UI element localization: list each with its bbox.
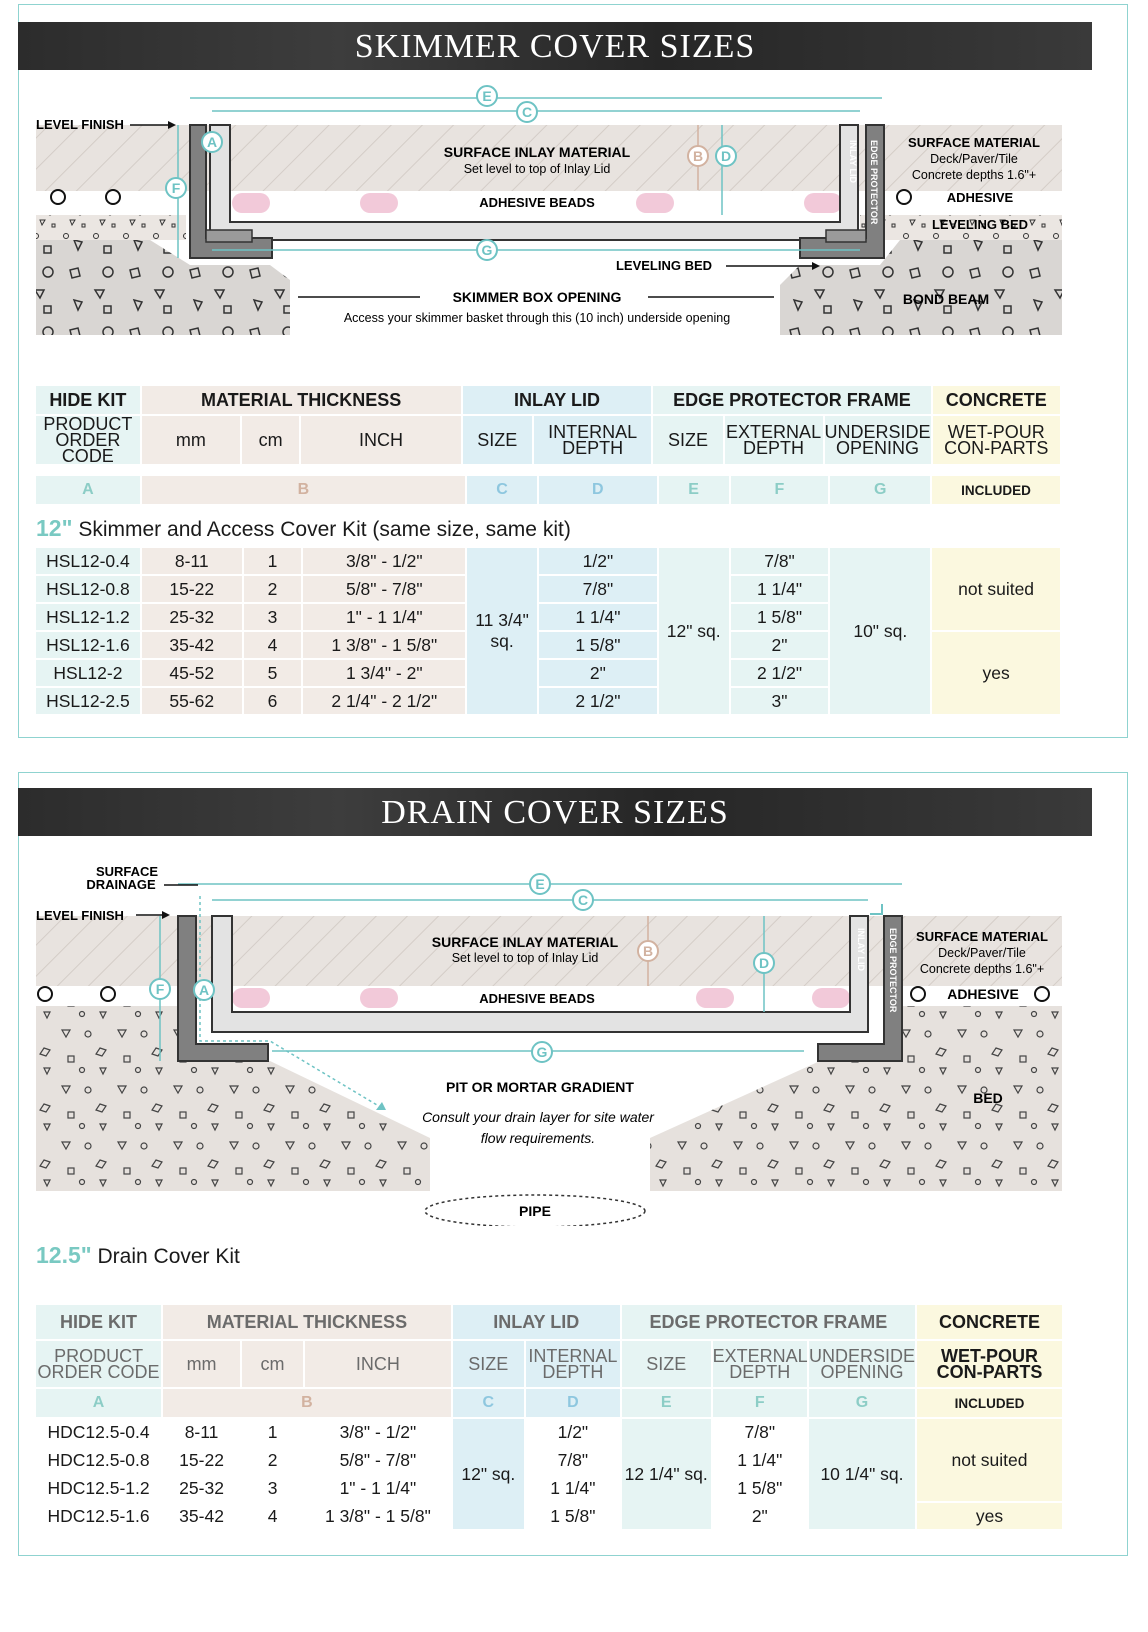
cell-code: HSL12-0.8: [35, 575, 141, 603]
pit-label: PIT OR MORTAR GRADIENT: [446, 1079, 634, 1095]
code-B: B: [141, 475, 466, 505]
skimmer-data-table: [34, 546, 1062, 716]
sub-product-code: PRODUCT ORDER CODE: [35, 415, 141, 465]
cell-external: 1 5/8": [712, 1474, 808, 1502]
cell-external: 2": [730, 631, 830, 659]
code-E: E: [658, 475, 730, 505]
cell-internal: 1/2": [525, 1418, 621, 1446]
sub-mm: mm: [141, 415, 241, 465]
code-D: D: [525, 1388, 621, 1418]
cell-external: 2 1/2": [730, 659, 830, 687]
cell-code: HSL12-1.6: [35, 631, 141, 659]
cell-frame-size: 12 1/4" sq.: [621, 1418, 712, 1530]
code-C: C: [452, 1388, 525, 1418]
col-concrete: CONCRETE: [916, 1304, 1063, 1340]
cell-mm: 45-52: [141, 659, 243, 687]
label-G: G: [536, 1044, 548, 1060]
cell-code: HDC12.5-1.6: [35, 1502, 162, 1530]
label-B: B: [692, 148, 704, 164]
surface-inlay-label: SURFACE INLAY MATERIAL: [443, 144, 631, 160]
surface-material-label: SURFACE MATERIAL: [908, 135, 1040, 150]
cell-lid-size: [466, 547, 538, 715]
surface-material-l2: Concrete depths 1.6"+: [911, 168, 1037, 182]
cell-mm: 35-42: [141, 631, 243, 659]
code-G: G: [808, 1388, 916, 1418]
cell-internal: 1 1/4": [525, 1474, 621, 1502]
surface-material-l1: Deck/Paver/Tile: [930, 152, 1018, 166]
cell-cm: 2: [241, 1446, 304, 1474]
surface-material-label: SURFACE MATERIAL: [916, 929, 1048, 944]
cell-lid-size: 12" sq.: [452, 1418, 525, 1530]
cell-code: HDC12.5-0.4: [35, 1418, 162, 1446]
label-F: F: [155, 981, 165, 997]
sub-wetpour: WET-POUR CON-PARTS: [932, 415, 1061, 465]
cell-cm: 3: [243, 603, 303, 631]
code-D: D: [538, 475, 658, 505]
sub-product-code: PRODUCT ORDER CODE: [35, 1340, 162, 1388]
bond-beam-label: BOND BEAM: [902, 291, 990, 307]
sub-wetpour: WET-POUR CON-PARTS: [916, 1340, 1063, 1388]
code-F: F: [730, 475, 830, 505]
label-A: A: [206, 134, 218, 150]
cell-inch: 2 1/4" - 2 1/2": [302, 687, 466, 715]
drain-diagram: [0, 856, 1148, 1226]
kit-name: Drain Cover Kit: [97, 1245, 240, 1268]
cell-code: HDC12.5-1.2: [35, 1474, 162, 1502]
sub-size: SIZE: [462, 415, 533, 465]
cell-cm: 4: [241, 1502, 304, 1530]
cell-inch: 3/8" - 1/2": [302, 547, 466, 575]
cell-mm: 35-42: [162, 1502, 241, 1530]
cell-inch: 5/8" - 7/8": [304, 1446, 452, 1474]
cell-mm: 8-11: [141, 547, 243, 575]
cell-inch: 1" - 1 1/4": [304, 1474, 452, 1502]
cell-code: HDC12.5-0.8: [35, 1446, 162, 1474]
code-included: INCLUDED: [931, 475, 1061, 505]
edge-protector-label: EDGE PROTECTOR: [888, 928, 898, 1013]
cell-internal: 1 5/8": [525, 1502, 621, 1530]
leveling-bed-right-label: LEVELING BED: [931, 217, 1029, 232]
cell-external: 2": [712, 1502, 808, 1530]
surface-drainage-label-1: SURFACE: [95, 864, 159, 879]
opening-sub: Access your skimmer basket through this (10 inch) underside opening: [343, 311, 731, 325]
code-G: G: [829, 475, 931, 505]
col-edge-frame: EDGE PROTECTOR FRAME: [621, 1304, 916, 1340]
code-C: C: [466, 475, 538, 505]
leveling-bed-label: LEVELING BED: [615, 258, 713, 273]
drain-table: [34, 1303, 1064, 1531]
cell-cm: 5: [243, 659, 303, 687]
label-D: D: [758, 955, 770, 971]
cell-code: HSL12-0.4: [35, 547, 141, 575]
code-E: E: [621, 1388, 712, 1418]
label-F: F: [171, 180, 181, 196]
adhesive-label: ADHESIVE: [946, 190, 1014, 205]
sub-underside-opening: UNDERSIDE OPENING: [808, 1340, 916, 1388]
cell-inch: 1 3/8" - 1 5/8": [304, 1502, 452, 1530]
cell-mm: 8-11: [162, 1418, 241, 1446]
cell-code: HSL12-2: [35, 659, 141, 687]
cell-cm: 1: [241, 1418, 304, 1446]
sub-inch: INCH: [304, 1340, 452, 1388]
code-A: A: [35, 1388, 162, 1418]
cell-cm: 1: [243, 547, 303, 575]
cell-inch: 1 3/4" - 2": [302, 659, 466, 687]
level-finish-label: LEVEL FINISH: [36, 908, 124, 923]
cell-cm: 6: [243, 687, 303, 715]
label-B: B: [642, 943, 654, 959]
sub-size2: SIZE: [652, 415, 723, 465]
cell-mm: 55-62: [141, 687, 243, 715]
cell-concrete-no: not suited: [916, 1418, 1063, 1502]
kit-size: 12.5": [36, 1242, 92, 1268]
code-A: A: [35, 475, 141, 505]
code-B: B: [162, 1388, 452, 1418]
col-edge-frame: EDGE PROTECTOR FRAME: [652, 385, 931, 415]
sub-cm: cm: [241, 415, 300, 465]
inlay-lid-label: INLAY LID: [848, 140, 858, 184]
cell-external: 7/8": [712, 1418, 808, 1446]
pit-sub-2: flow requirements.: [480, 1130, 596, 1146]
surface-material-l1: Deck/Paver/Tile: [938, 946, 1026, 960]
surface-inlay-label: SURFACE INLAY MATERIAL: [431, 934, 619, 950]
cell-concrete-yes: yes: [916, 1502, 1063, 1530]
sub-underside-opening: UNDERSIDE OPENING: [824, 415, 932, 465]
col-material-thickness: MATERIAL THICKNESS: [162, 1304, 452, 1340]
code-F: F: [712, 1388, 808, 1418]
col-inlay-lid: INLAY LID: [452, 1304, 621, 1340]
cell-concrete-yes: yes: [931, 631, 1061, 715]
skimmer-diagram: [0, 80, 1148, 350]
adhesive-beads-label: ADHESIVE BEADS: [479, 991, 595, 1006]
lid-size-value: 11 3/4" sq.: [475, 610, 529, 651]
cell-external: 1 5/8": [730, 603, 830, 631]
cell-cm: 4: [243, 631, 303, 659]
skimmer-header-table: [34, 384, 1062, 466]
adhesive-beads-label: ADHESIVE BEADS: [479, 195, 595, 210]
drain-title: DRAIN COVER SIZES: [18, 788, 1092, 836]
kit-size: 12": [36, 515, 73, 541]
cell-mm: 25-32: [162, 1474, 241, 1502]
cell-cm: 3: [241, 1474, 304, 1502]
cell-internal: 1 5/8": [538, 631, 658, 659]
pipe-label: PIPE: [519, 1203, 551, 1219]
cell-mm: 15-22: [162, 1446, 241, 1474]
cell-mm: 25-32: [141, 603, 243, 631]
bed-label: BED: [973, 1090, 1003, 1106]
cell-internal: 7/8": [538, 575, 658, 603]
cell-external: 1 1/4": [712, 1446, 808, 1474]
surface-inlay-sub: Set level to top of Inlay Lid: [451, 951, 599, 965]
cell-inch: 5/8" - 7/8": [302, 575, 466, 603]
code-included: INCLUDED: [916, 1388, 1063, 1418]
sub-internal-depth: INTERNAL DEPTH: [525, 1340, 621, 1388]
label-C: C: [521, 104, 533, 120]
inlay-lid-label: INLAY LID: [856, 928, 866, 972]
sub-mm: mm: [162, 1340, 241, 1388]
skimmer-code-row: [34, 474, 1062, 506]
cell-internal: 2": [538, 659, 658, 687]
label-E: E: [482, 88, 492, 104]
adhesive-label: ADHESIVE: [947, 986, 1019, 1002]
label-G: G: [481, 242, 493, 258]
cell-mm: 15-22: [141, 575, 243, 603]
table-row: [35, 547, 1061, 575]
sub-inch: INCH: [300, 415, 461, 465]
sub-internal-depth: INTERNAL DEPTH: [533, 415, 652, 465]
sub-cm: cm: [241, 1340, 304, 1388]
skimmer-title: SKIMMER COVER SIZES: [18, 22, 1092, 70]
cell-external: 7/8": [730, 547, 830, 575]
label-E: E: [535, 876, 545, 892]
cell-opening: 10" sq.: [829, 547, 931, 715]
cell-frame-size: 12" sq.: [658, 547, 730, 715]
cell-internal: 1/2": [538, 547, 658, 575]
surface-drainage-label-2: DRAINAGE: [86, 877, 156, 892]
sub-external-depth: EXTERNAL DEPTH: [724, 415, 824, 465]
col-hide-kit: HIDE KIT: [35, 1304, 162, 1340]
surface-inlay-sub: Set level to top of Inlay Lid: [463, 162, 611, 176]
sub-size: SIZE: [452, 1340, 525, 1388]
label-A: A: [198, 982, 210, 998]
cell-inch: 1 3/8" - 1 5/8": [302, 631, 466, 659]
cell-code: HSL12-1.2: [35, 603, 141, 631]
cell-external: 3": [730, 687, 830, 715]
edge-protector-label: EDGE PROTECTOR: [869, 140, 879, 225]
label-C: C: [577, 892, 589, 908]
pit-sub-1: Consult your drain layer for site water: [422, 1109, 654, 1125]
sub-external-depth: EXTERNAL DEPTH: [712, 1340, 808, 1388]
cell-inch: 3/8" - 1/2": [304, 1418, 452, 1446]
cell-internal: 2 1/2": [538, 687, 658, 715]
cell-internal: 1 1/4": [538, 603, 658, 631]
drain-kit-title: [36, 1242, 240, 1269]
col-material-thickness: MATERIAL THICKNESS: [141, 385, 462, 415]
sub-size2: SIZE: [621, 1340, 712, 1388]
skimmer-kit-title: [36, 515, 571, 542]
table-row: [35, 1418, 1063, 1446]
opening-label: SKIMMER BOX OPENING: [452, 289, 622, 305]
cell-cm: 2: [243, 575, 303, 603]
label-D: D: [720, 148, 732, 164]
col-hide-kit: HIDE KIT: [35, 385, 141, 415]
level-finish-label: LEVEL FINISH: [36, 117, 124, 132]
cell-internal: 7/8": [525, 1446, 621, 1474]
cell-concrete-no: not suited: [931, 547, 1061, 631]
kit-name: Skimmer and Access Cover Kit (same size, same kit): [78, 518, 571, 541]
col-inlay-lid: INLAY LID: [462, 385, 653, 415]
cell-inch: 1" - 1 1/4": [302, 603, 466, 631]
cell-opening: 10 1/4" sq.: [808, 1418, 916, 1530]
cell-code: HSL12-2.5: [35, 687, 141, 715]
col-concrete: CONCRETE: [932, 385, 1061, 415]
surface-material-l2: Concrete depths 1.6"+: [919, 962, 1045, 976]
cell-external: 1 1/4": [730, 575, 830, 603]
